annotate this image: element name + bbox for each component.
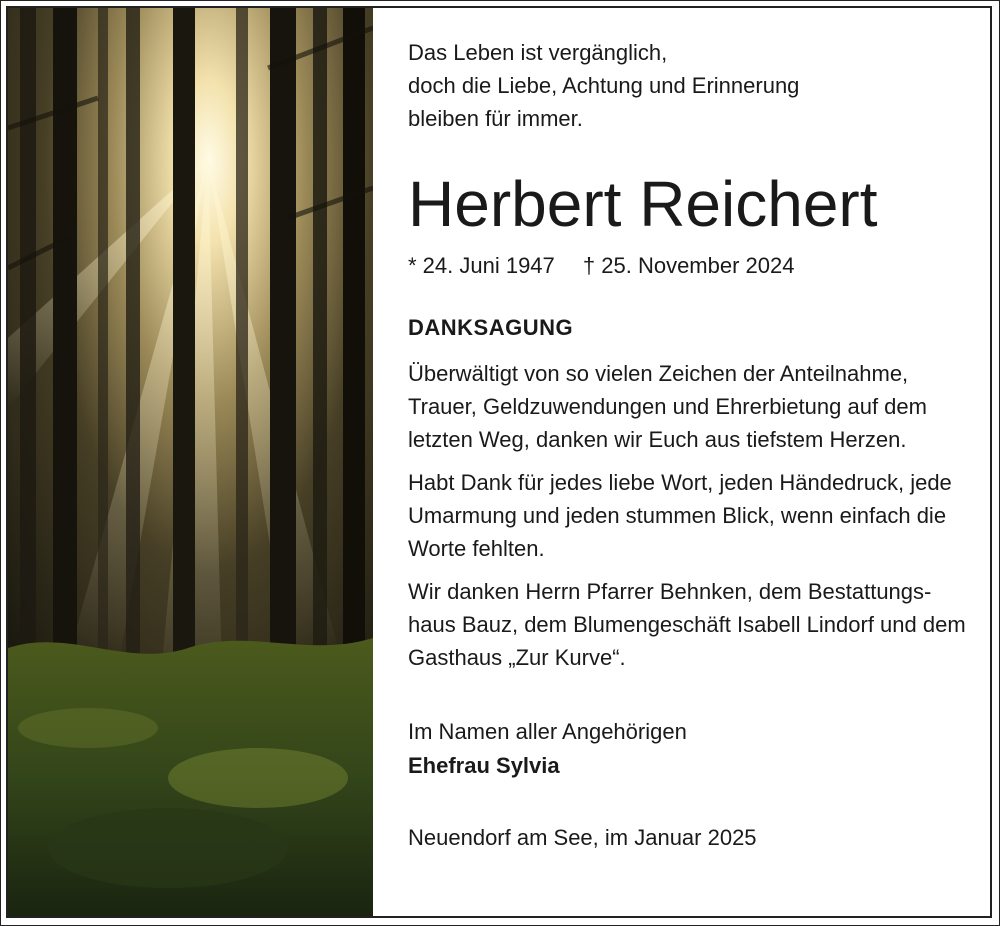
obituary-text <box>408 36 968 854</box>
motto-line: bleiben für immer. <box>408 106 583 131</box>
birth-date: * 24. Juni 1947 <box>408 253 555 278</box>
death-date: † 25. November 2024 <box>582 253 795 278</box>
deceased-name: Herbert Reichert <box>408 168 878 240</box>
motto-line: doch die Liebe, Achtung und Erinnerung <box>408 73 800 98</box>
signature-intro: Im Namen aller Angehörigen <box>408 719 687 744</box>
motto-line: Das Leben ist vergänglich, <box>408 40 668 65</box>
life-dates <box>408 251 968 281</box>
signature-name: Ehefrau Sylvia <box>408 753 560 778</box>
obituary-card <box>6 6 992 918</box>
motto <box>408 36 968 135</box>
thanks-paragraph: Überwältigt von so vielen Zeichen der Anteilnahme, Trauer, Geldzuwendungen und Ehrerbietung auf dem letzten Weg, danken wir Euch aus tiefstem Herzen. <box>408 361 927 452</box>
forest-sunrays-photo <box>8 8 373 916</box>
place-date: Neuendorf am See, im Januar 2025 <box>408 825 757 850</box>
thanks-paragraph: Wir danken Herrn Pfarrer Behnken, dem Bestattungs-haus Bauz, dem Blumengeschäft Isabell Lindorf und dem Gasthaus „Zur Kurve“. <box>408 579 966 670</box>
thanks-paragraph: Habt Dank für jedes liebe Wort, jeden Händedruck, jede Umarmung und jeden stummen Blick, wenn einfach die Worte fehlten. <box>408 470 952 561</box>
section-heading: DANKSAGUNG <box>408 315 574 340</box>
